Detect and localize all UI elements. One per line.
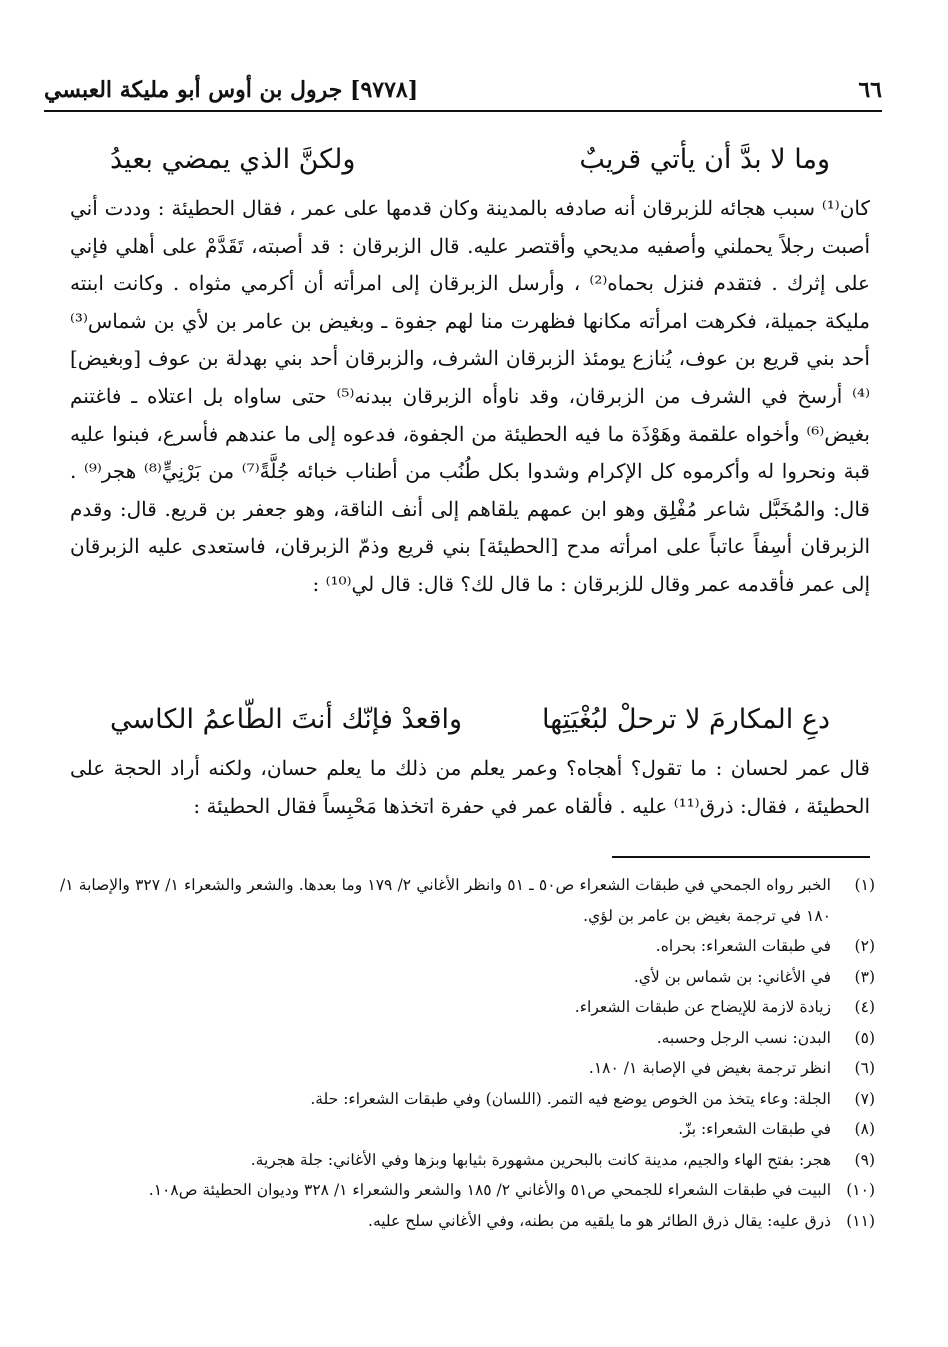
footnote-number: (٥) xyxy=(854,1028,875,1047)
footnote-number: (٩) xyxy=(854,1150,875,1169)
verse-first-hemistich: دعِ المكارمَ لا ترحلْ لبُغْيَتِها xyxy=(541,704,830,735)
footnote-text: الخبر رواه الجمحي في طبقات الشعراء ص٥٠ ـ ٥١ وانظر الأغاني ٢/ ١٧٩ وما بعدها. والشعر والشعراء ١/ ٣٢٧ والإصابة ١/ ١٨٠ في ترجمة بغيض بن عامر بن لؤي. xyxy=(60,876,831,925)
paragraph: كان⁽¹⁾ سبب هجائه للزبرقان أنه صادفه بالمدينة وكان قدمها على عمر ، فقال الحطيئة : وددت أني أصبت رجلاً يحملني وأصفيه مديحي وأقتصر عليه. قال الزبرقان : قد أصبته، تَقَدَّمْ على أهلي فإني على إثرك . فتقدم فنزل بحماه⁽²⁾ ، وأرسل الزبرقان إلى امرأته أن أكرمي مثواه . وكانت ابنته مليكة جميلة، فكرهت امرأته مكانها فظهرت منا لهم جفوة ـ وبغيض بن عامر بن لأي بن شماس⁽³⁾ أحد بني قريع بن عوف، يُنازع يومئذ الزبرقان الشرف، والزبرقان أحد بني بهدلة بن عوف [وبغيض]⁽⁴⁾ أرسخ في الشرف من الزبرقان، وقد ناوأه الزبرقان ببدنه⁽⁵⁾ حتى ساواه بل اعتلاه ـ فاغتنم بغيض⁽⁶⁾ وأخواه علقمة وهَوْذَة ما فيه الحطيئة من الجفوة، فدعوه إلى ما عندهم فأسرع، فبنوا عليه قبة ونحروا له وأكرموه كل الإكرام وشدوا بكل طُنُب من أطناب خبائه جُلَّةً⁽⁷⁾ من بَرْنِيٍّ⁽⁸⁾ هجر⁽⁹⁾ . قال: والمُخَبَّل شاعر مُفْلِق وهو ابن عمهم يلقاهم إلى أنف الناقة، وهو جعفر بن قريع. قال: وقدم الزبرقان أسِفاً عاتباً على امرأته مدح [الحطيئة] بني قريع وذمّ الزبرقان، فاستعدى عليه الزبرقان إلى عمر فأقدمه عمر وقال للزبرقان : ما قال لك؟ قال: قال لي⁽¹⁰⁾ : xyxy=(70,196,870,596)
footnote xyxy=(60,1145,875,1176)
footnote xyxy=(60,992,875,1023)
footnote-text: البيت في طبقات الشعراء للجمحي ص٥١ والأغاني ٢/ ١٨٥ والشعر والشعراء ١/ ٣٢٨ وديوان الحطيئة ص١٠٨. xyxy=(148,1181,831,1199)
footnotes xyxy=(60,870,875,1236)
footnote-text: في طبقات الشعراء: بحراه. xyxy=(655,937,831,955)
footnote xyxy=(60,870,875,931)
footnote-text: في طبقات الشعراء: بزّ. xyxy=(678,1120,831,1138)
footnote xyxy=(60,1084,875,1115)
footnote-number: (٤) xyxy=(854,998,875,1016)
footnote-text: زيادة لازمة للإيضاح عن طبقات الشعراء. xyxy=(574,998,831,1016)
verse-first-hemistich: وما لا بدَّ أن يأتي قريبٌ xyxy=(579,144,830,175)
paragraph: قال عمر لحسان : ما تقول؟ أهجاه؟ وعمر يعلم من ذلك ما يعلم حسان، ولكنه أراد الحجة على الحطيئة ، فقال: ذرق⁽¹¹⁾ عليه . فألقاه عمر في حفرة اتخذها مَحْبِساً فقال الحطيئة : xyxy=(70,756,870,818)
main-text xyxy=(70,750,870,825)
running-title: [٩٧٧٨] جرول بن أوس أبو مليكة العبسي xyxy=(44,77,419,103)
footnote xyxy=(60,1114,875,1145)
footnote xyxy=(60,931,875,962)
footnote-number: (٧) xyxy=(854,1089,875,1108)
verse-second-hemistich: ولكنَّ الذي يمضي بعيدُ xyxy=(110,144,356,175)
poem-verse xyxy=(110,700,830,740)
footnote-number: (١) xyxy=(854,876,875,894)
footnote-text: الجلة: وعاء يتخذ من الخوص يوضع فيه التمر. (اللسان) وفي طبقات الشعراء: حلة. xyxy=(310,1089,831,1108)
footnote-number: (١١) xyxy=(846,1211,875,1230)
footnote xyxy=(60,1175,875,1206)
footnote-number: (٣) xyxy=(854,967,875,986)
footnote-text: البدن: نسب الرجل وحسبه. xyxy=(656,1028,831,1047)
page-header xyxy=(44,70,882,112)
footnote-text: في الأغاني: بن شماس بن لأي. xyxy=(633,967,831,986)
footnote-number: (٦) xyxy=(854,1059,875,1077)
footnote-text: انظر ترجمة بغيض في الإصابة ١/ ١٨٠. xyxy=(588,1059,831,1077)
verse-second-hemistich: واقعدْ فإنّك أنتَ الطّاعمُ الكاسي xyxy=(110,704,463,735)
main-text xyxy=(70,190,870,604)
footnote-separator xyxy=(612,856,870,858)
footnote xyxy=(60,1023,875,1054)
footnote xyxy=(60,962,875,993)
footnote xyxy=(60,1206,875,1237)
footnote-text: ذرق عليه: يقال ذرق الطائر هو ما يلقيه من بطنه، وفي الأغاني سلح عليه. xyxy=(368,1211,831,1230)
page-number: ٦٦ xyxy=(858,77,882,103)
poem-verse xyxy=(110,140,830,180)
footnote xyxy=(60,1053,875,1084)
footnote-text: هجر: بفتح الهاء والجيم، مدينة كانت بالبحرين مشهورة بثيابها وبزها وفي الأغاني: جلة هجرية. xyxy=(250,1150,831,1169)
footnote-number: (٢) xyxy=(854,937,875,955)
footnote-number: (٨) xyxy=(854,1120,875,1138)
footnote-number: (١٠) xyxy=(846,1181,875,1199)
